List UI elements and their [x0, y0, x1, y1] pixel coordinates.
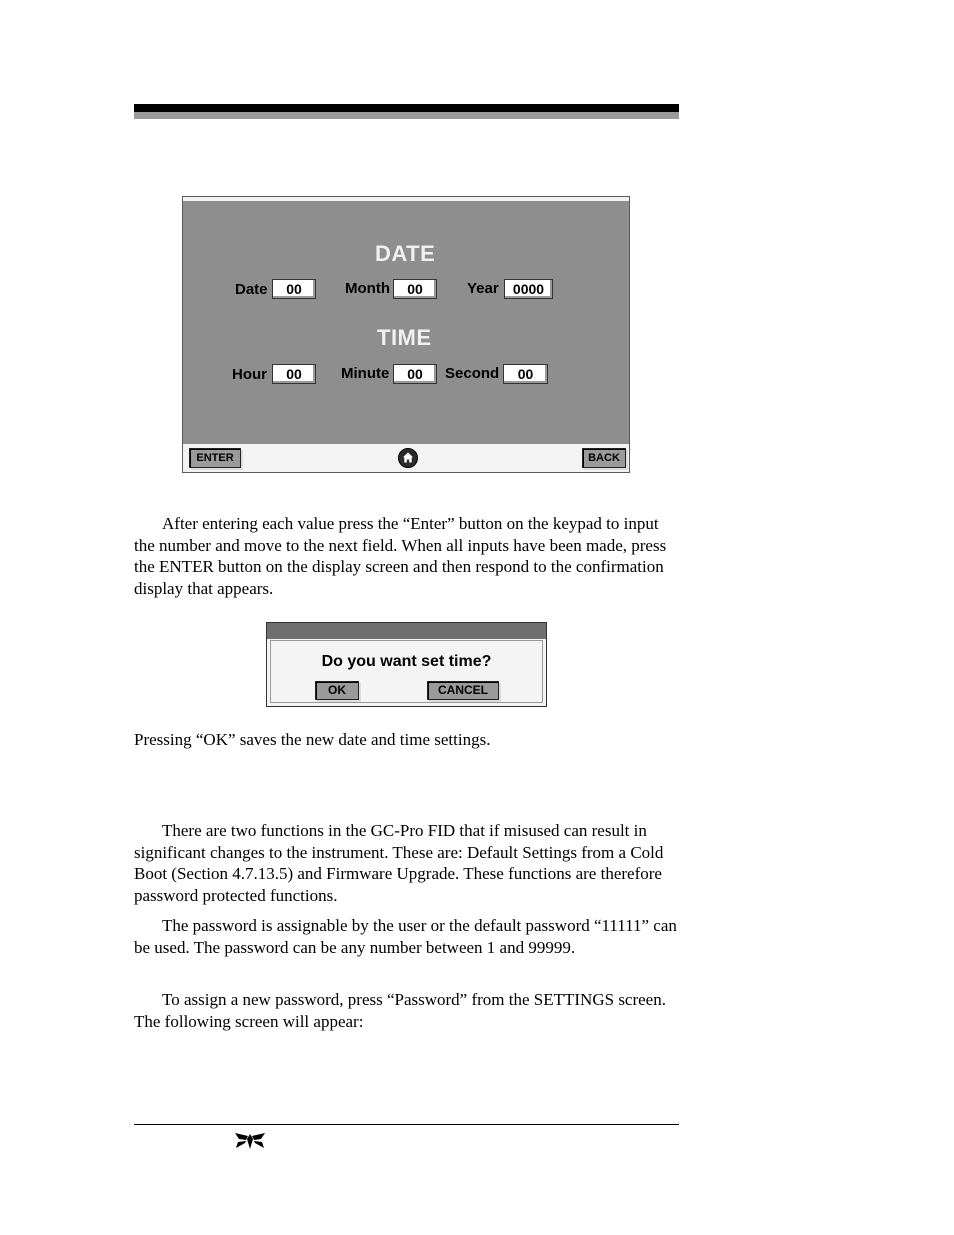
enter-button[interactable]: ENTER: [189, 448, 241, 468]
minute-field[interactable]: 00: [393, 364, 437, 384]
paragraph-assign-password: To assign a new password, press “Password” from the SETTINGS screen. The following screen will appear:: [134, 990, 666, 1031]
footer-rule: [134, 1124, 679, 1125]
header-rule-shadow: [134, 112, 679, 119]
time-heading: TIME: [377, 325, 432, 350]
cancel-button[interactable]: CANCEL: [427, 681, 499, 700]
paragraph-enter-instructions: After entering each value press the “Enter” button on the keypad to input the number and move to the next field. When all inputs have been made, press the ENTER button on the display screen and then respond to the confirmation display that appears.: [134, 514, 667, 598]
screen-top-border: [183, 197, 629, 201]
date-heading: DATE: [375, 241, 436, 266]
date-field[interactable]: 00: [272, 279, 316, 299]
back-button[interactable]: BACK: [582, 448, 626, 468]
paragraph-ok-saves: Pressing “OK” saves the new date and time settings.: [134, 730, 491, 749]
paragraph-password-functions: There are two functions in the GC-Pro FID that if misused can result in significant changes to the instrument. These are: Default Settings from a Cold Boot (Section 4.7.13.5) and Firmware Upgrade. These functions are therefore password protected functions.: [134, 821, 664, 905]
confirm-dialog: [266, 622, 547, 707]
year-label: Year: [467, 280, 499, 297]
hour-label: Hour: [232, 366, 267, 383]
dialog-body: [270, 640, 543, 703]
ok-button[interactable]: OK: [315, 681, 359, 700]
home-icon: [399, 449, 417, 467]
home-button[interactable]: [398, 448, 418, 468]
month-label: Month: [345, 280, 390, 297]
minute-label: Minute: [341, 365, 390, 382]
second-field[interactable]: 00: [503, 364, 548, 384]
date-time-screen: [182, 196, 630, 473]
hour-field[interactable]: 00: [272, 364, 316, 384]
second-label: Second: [445, 365, 500, 382]
month-field[interactable]: 00: [393, 279, 437, 299]
date-label: Date: [235, 281, 268, 298]
teledyne-logo-icon: [233, 1131, 267, 1151]
paragraph-default-password: The password is assignable by the user or the default password “11111” can be used. The password can be any number between 1 and 99999.: [134, 916, 677, 957]
dialog-question: Do you want set time?: [321, 653, 492, 670]
year-field[interactable]: 0000: [504, 279, 553, 299]
header-rule: [134, 104, 679, 112]
dialog-title-bar: [267, 623, 546, 639]
